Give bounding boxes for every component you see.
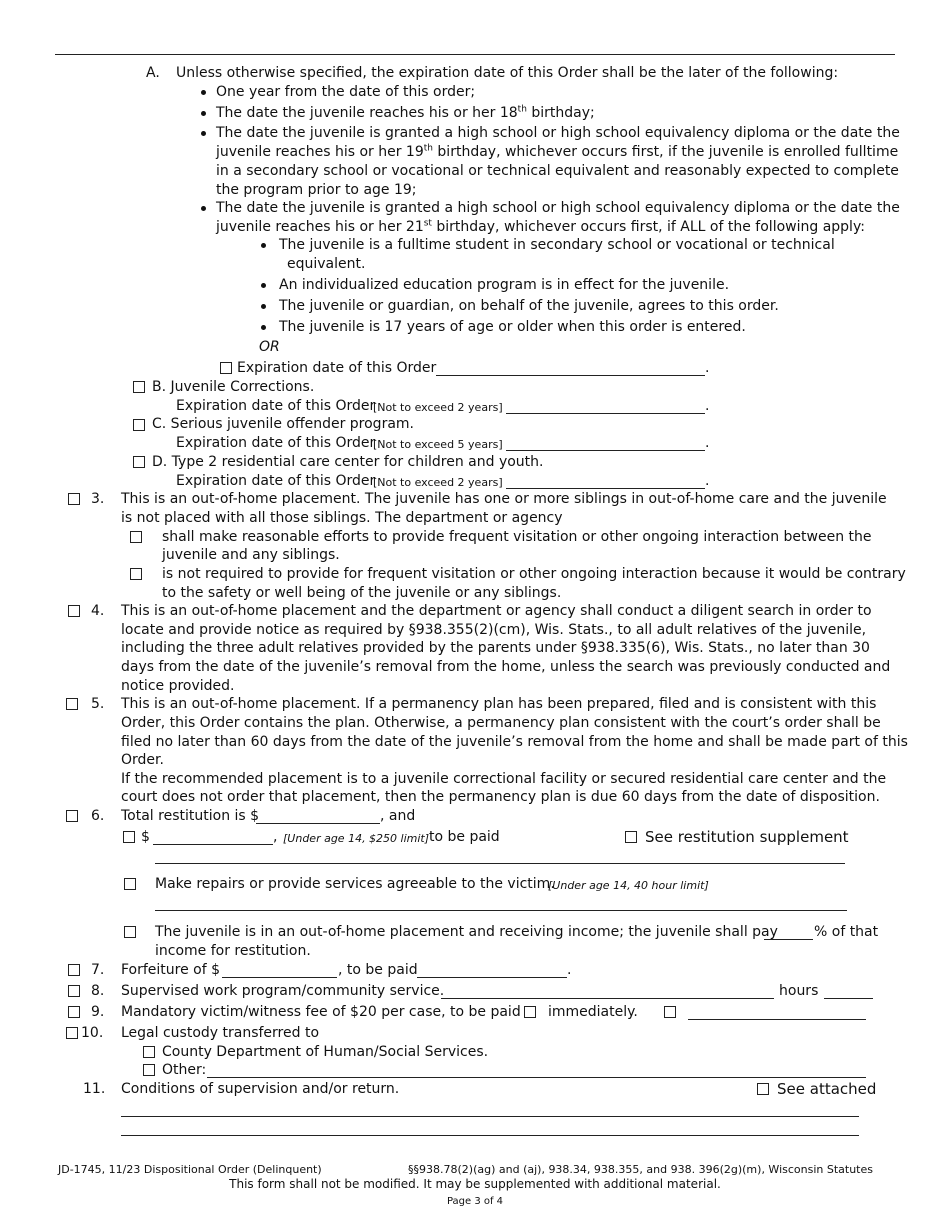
item10-number: 10. — [81, 1025, 104, 1041]
period: . — [705, 435, 710, 451]
bullet — [201, 206, 206, 211]
repairs-field[interactable] — [155, 910, 847, 911]
not-required-checkbox[interactable] — [130, 568, 142, 580]
immediately-checkbox[interactable] — [524, 1006, 536, 1018]
item8-checkbox[interactable] — [68, 985, 80, 997]
bullet-text: in a secondary school or vocational or technical equivalent and reasonably expected to complete — [216, 163, 899, 179]
section-d-label: D. Type 2 residential care center for children and youth. — [152, 454, 544, 470]
hours-field[interactable] — [824, 998, 873, 999]
conditions-label: Conditions of supervision and/or return. — [121, 1081, 400, 1097]
county-department-label: County Department of Human/Social Services. — [162, 1044, 489, 1060]
comma: , — [273, 829, 278, 845]
item4-number: 4. — [91, 603, 105, 619]
item3-option1: juvenile and any siblings. — [162, 547, 340, 563]
sub-bullet — [261, 243, 266, 248]
see-attached-checkbox[interactable] — [757, 1083, 769, 1095]
repairs-checkbox[interactable] — [124, 878, 136, 890]
item10-checkbox[interactable] — [66, 1027, 78, 1039]
expiration-date-field[interactable] — [436, 375, 705, 376]
hours-label: hours — [779, 983, 819, 999]
item5-text: Order. — [121, 752, 164, 768]
legal-custody-label: Legal custody transferred to — [121, 1025, 320, 1041]
item3-text: This is an out-of-home placement. The juvenile has one or more siblings in out-of-home care and the juvenile — [121, 491, 887, 507]
type2-residential-checkbox[interactable] — [133, 456, 145, 468]
sub-bullet — [261, 325, 266, 330]
county-department-checkbox[interactable] — [143, 1046, 155, 1058]
statutes-citation: §§938.78(2)(ag) and (aj), 938.34, 938.355, and 938. 396(2g)(m), Wisconsin Statutes — [408, 1163, 873, 1176]
item4-text: This is an out-of-home placement and the department or agency shall conduct a diligent search in order to — [121, 603, 872, 619]
section-a-label: A. — [146, 65, 160, 81]
page-number: Page 3 of 4 — [446, 1196, 504, 1207]
conditions-field-line2[interactable] — [121, 1135, 859, 1136]
item5-checkbox[interactable] — [66, 698, 78, 710]
item4-text: days from the date of the juvenile’s removal from the home, unless the search was previously conducted and — [121, 659, 891, 675]
item8-number: 8. — [91, 983, 105, 999]
item5-number: 5. — [91, 696, 105, 712]
item4-text: locate and provide notice as required by §938.355(2)(cm), Wis. Stats., to all adult relatives of the juvenile, — [121, 622, 867, 638]
form-number: JD-1745, 11/23 Dispositional Order (Delinquent) — [58, 1163, 322, 1176]
bullet-text: The date the juvenile is granted a high school or high school equivalency diploma or the date the — [216, 200, 900, 216]
sub-bullet-text: The juvenile is 17 years of age or older when this order is entered. — [279, 319, 746, 335]
item5-text: This is an out-of-home placement. If a permanency plan has been prepared, filed and is consistent with this — [121, 696, 877, 712]
bullet-text: the program prior to age 19; — [216, 182, 417, 198]
repairs-label: Make repairs or provide services agreeable to the victim. — [155, 876, 555, 892]
period: . — [705, 473, 710, 489]
item3-option1: shall make reasonable efforts to provide frequent visitation or other ongoing interaction between the — [162, 529, 872, 545]
restitution-supplement-checkbox[interactable] — [625, 831, 637, 843]
item3-checkbox[interactable] — [68, 493, 80, 505]
item7-number: 7. — [91, 962, 105, 978]
item3-number: 3. — [91, 491, 105, 507]
bullet — [201, 131, 206, 136]
serious-offender-checkbox[interactable] — [133, 419, 145, 431]
item3-option2: to the safety or well being of the juvenile or any siblings. — [162, 585, 562, 601]
item6-checkbox[interactable] — [66, 810, 78, 822]
expiration-date-checkbox[interactable] — [220, 362, 232, 374]
bullet-text: The date the juvenile reaches his or her 18th birthday; — [216, 104, 595, 121]
item9-checkbox[interactable] — [68, 1006, 80, 1018]
top-rule — [55, 54, 895, 55]
bullet — [201, 111, 206, 116]
sub-bullet-text: An individualized education program is in effect for the juvenile. — [279, 277, 730, 293]
section-b-label: B. Juvenile Corrections. — [152, 379, 315, 395]
or-label: OR — [259, 339, 280, 355]
expiration-date-label: Expiration date of this Order — [176, 398, 376, 414]
victim-fee-label: Mandatory victim/witness fee of $20 per case, to be paid — [121, 1004, 521, 1020]
sub-bullet-text: The juvenile is a fulltime student in secondary school or vocational or technical — [279, 237, 835, 253]
juvenile-corrections-date-field[interactable] — [506, 413, 705, 414]
dollar-sign: $ — [141, 829, 150, 845]
custody-other-checkbox[interactable] — [143, 1064, 155, 1076]
item4-checkbox[interactable] — [68, 605, 80, 617]
item5-text: If the recommended placement is to a juvenile correctional facility or secured residential care center and the — [121, 771, 887, 787]
bullet-text: juvenile reaches his or her 21st birthday, whichever occurs first, if ALL of the following apply: — [216, 218, 865, 235]
item4-text: notice provided. — [121, 678, 235, 694]
period: . — [705, 360, 710, 376]
section-a-intro: Unless otherwise specified, the expiration date of this Order shall be the later of the following: — [176, 65, 839, 81]
income-restitution-text: income for restitution. — [155, 943, 311, 959]
sub-bullet — [261, 304, 266, 309]
sub-bullet — [261, 283, 266, 288]
work-program-label: Supervised work program/community service. — [121, 983, 445, 999]
section-c-label: C. Serious juvenile offender program. — [152, 416, 414, 432]
limit-note: [Not to exceed 5 years] — [373, 438, 503, 451]
item5-text: filed no later than 60 days from the date of the juvenile’s removal from the home and shall be made part of this — [121, 734, 908, 750]
bullet-text: The date the juvenile is granted a high school or high school equivalency diploma or the date the — [216, 125, 900, 141]
period: . — [705, 398, 710, 414]
conditions-field-line1[interactable] — [121, 1116, 859, 1117]
income-restitution-checkbox[interactable] — [124, 926, 136, 938]
item4-text: including the three adult relatives provided by the parents under §938.335(6), Wis. Stats., no later than 30 — [121, 640, 870, 656]
item3-text: is not placed with all those siblings. The department or agency — [121, 510, 563, 526]
forfeiture-date-field[interactable] — [417, 977, 567, 978]
period: . — [567, 962, 572, 978]
limit-note: [Not to exceed 2 years] — [373, 476, 503, 489]
item3-option2: is not required to provide for frequent visitation or other ongoing interaction because it would be contrary — [162, 566, 906, 582]
shall-make-efforts-checkbox[interactable] — [130, 531, 142, 543]
serious-offender-date-field[interactable] — [506, 450, 705, 451]
restitution-supplement-label: See restitution supplement — [645, 828, 849, 846]
to-be-paid-label: to be paid — [429, 829, 500, 845]
expiration-date-label: Expiration date of this Order — [176, 473, 376, 489]
immediately-label: immediately. — [548, 1004, 638, 1020]
custody-other-label: Other: — [162, 1062, 207, 1078]
bullet-text: One year from the date of this order; — [216, 84, 476, 100]
and-label: , and — [380, 808, 416, 824]
other-payment-checkbox[interactable] — [664, 1006, 676, 1018]
other-payment-field[interactable] — [688, 1019, 866, 1020]
restitution-payment-field[interactable] — [155, 863, 845, 864]
forfeiture-label: Forfeiture of $ — [121, 962, 221, 978]
sub-bullet-text: equivalent. — [287, 256, 366, 272]
expiration-date-label: Expiration date of this Order — [237, 360, 437, 376]
income-percent-field[interactable] — [764, 939, 813, 940]
see-attached-label: See attached — [777, 1080, 877, 1098]
item5-text: court does not order that placement, then the permanency plan is due 60 days from the date of disposition. — [121, 789, 880, 805]
sub-bullet-text: The juvenile or guardian, on behalf of the juvenile, agrees to this order. — [279, 298, 779, 314]
item9-number: 9. — [91, 1004, 105, 1020]
item5-text: Order, this Order contains the plan. Otherwise, a permanency plan consistent with the court’s order shall be — [121, 715, 881, 731]
bullet — [201, 90, 206, 95]
item11-number: 11. — [83, 1081, 106, 1097]
type2-residential-date-field[interactable] — [506, 488, 705, 489]
modification-notice: This form shall not be modified. It may be supplemented with additional material. — [229, 1177, 721, 1191]
forfeiture-amount-field[interactable] — [222, 977, 337, 978]
forfeiture-paid-label: , to be paid — [338, 962, 418, 978]
custody-other-field[interactable] — [207, 1077, 866, 1078]
age-limit-note: [Under age 14, $250 limit] — [283, 832, 430, 845]
expiration-date-label: Expiration date of this Order — [176, 435, 376, 451]
repairs-limit-note: [Under age 14, 40 hour limit] — [548, 879, 709, 892]
total-restitution-field[interactable] — [256, 823, 380, 824]
total-restitution-label: Total restitution is $ — [121, 808, 260, 824]
income-restitution-text: % of that — [814, 924, 879, 940]
income-restitution-text: The juvenile is in an out-of-home placement and receiving income; the juvenile shall pay — [155, 924, 778, 940]
bullet-text: juvenile reaches his or her 19th birthday, whichever occurs first, if the juvenile is enrolled fulltime — [216, 143, 899, 160]
work-program-field[interactable] — [441, 998, 774, 999]
juvenile-corrections-checkbox[interactable] — [133, 381, 145, 393]
item7-checkbox[interactable] — [68, 964, 80, 976]
limit-note: [Not to exceed 2 years] — [373, 401, 503, 414]
restitution-amount-checkbox[interactable] — [123, 831, 135, 843]
restitution-amount-field[interactable] — [153, 844, 273, 845]
item6-number: 6. — [91, 808, 105, 824]
